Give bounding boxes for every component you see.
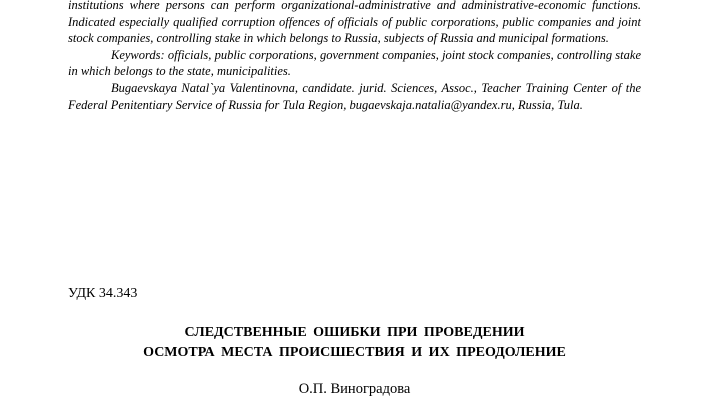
article-author: О.П. Виноградова <box>298 381 411 397</box>
abstract-block <box>68 0 641 113</box>
keywords-paragraph: Keywords: officials, public corporations, government companies, joint stock companies, controlling stake in which belongs to the state, municipalities. <box>68 47 641 79</box>
udk-code: УДК 34.343 <box>68 286 138 301</box>
author-info-paragraph: Bugaevskaya Natal`ya Valentinovna, candidate. jurid. Sciences, Assoc., Teacher Training Center of the Federal Penitentiary Service of Russia for Tula Region, bugaevskaja.natalia@yandex.ru, Russia, Tula. <box>68 80 641 112</box>
article-title-line-2: ОСМОТРА МЕСТА ПРОИСШЕСТВИЯ И ИХ ПРЕОДОЛЕНИЕ <box>143 345 566 360</box>
article-title-line-1: СЛЕДСТВЕННЫЕ ОШИБКИ ПРИ ПРОВЕДЕНИИ <box>184 325 525 340</box>
article-title <box>68 323 641 363</box>
abstract-paragraph: institutions where persons can perform organizational-administrative and administrative-economic functions. Indicated especially qualified corruption offences of officials of public corporations, public companies and joint stock companies, controlling stake in which belongs to Russia, subjects of Russia and municipal formations. <box>68 0 641 46</box>
